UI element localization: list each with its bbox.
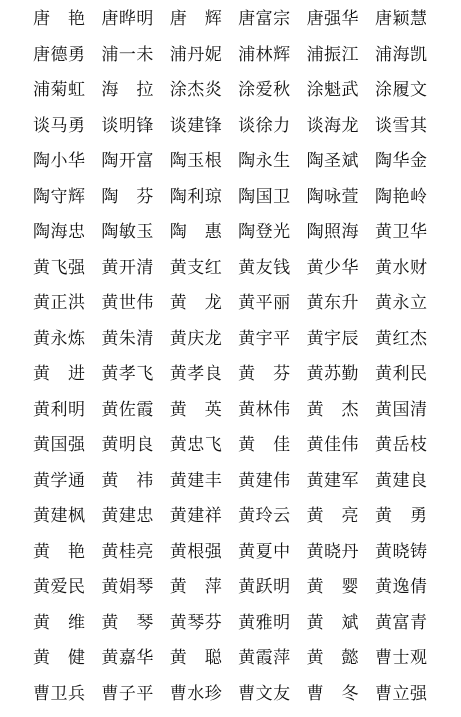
- name-cell: 黄 龙: [169, 293, 223, 313]
- name-cell: 黄 芬: [238, 364, 291, 384]
- name-cell: 黄嘉华: [101, 648, 154, 668]
- name-cell: 陶永生: [238, 151, 291, 171]
- name-cell: 曹 冬: [306, 683, 360, 704]
- name-cell: 黄 英: [169, 399, 223, 420]
- name-cell: 谈明锋: [101, 115, 154, 136]
- name-cell: 曹水珍: [169, 683, 223, 704]
- name-cell: 黄忠飞: [169, 435, 223, 455]
- name-cell: 黄利民: [374, 364, 428, 384]
- name-cell: 浦振江: [306, 44, 360, 65]
- name-cell: 黄娟琴: [101, 577, 154, 597]
- name-cell: 陶 芬: [101, 186, 154, 207]
- name-cell: 黄建军: [306, 470, 360, 491]
- name-cell: 涂魁武: [306, 80, 360, 100]
- name-cell: 黄建祥: [169, 506, 223, 526]
- name-cell: 唐 辉: [169, 9, 223, 29]
- name-cell: 黄 斌: [306, 612, 360, 633]
- name-list-grid: [33, 2, 443, 712]
- name-cell: 黄永立: [374, 293, 428, 313]
- name-cell: 陶圣斌: [306, 151, 360, 171]
- name-cell: 陶登光: [238, 222, 291, 242]
- name-cell: 黄卫华: [374, 222, 428, 242]
- name-cell: 黄逸倩: [374, 577, 428, 597]
- name-cell: 黄水财: [374, 257, 428, 278]
- name-cell: 陶玉根: [169, 151, 223, 171]
- name-cell: 黄 婴: [306, 577, 360, 597]
- name-cell: 黄利明: [33, 399, 86, 420]
- name-cell: 黄世伟: [101, 293, 154, 313]
- name-cell: 黄 佳: [238, 435, 291, 455]
- name-cell: 黄明良: [101, 435, 154, 455]
- name-cell: 黄孝良: [169, 364, 223, 384]
- name-cell: 唐德勇: [33, 44, 86, 65]
- name-cell: 黄富青: [374, 612, 428, 633]
- name-cell: 黄 维: [33, 612, 86, 633]
- name-cell: 谈海龙: [306, 115, 360, 136]
- name-cell: 唐晔明: [101, 9, 154, 29]
- name-cell: 陶守辉: [33, 186, 86, 207]
- name-cell: 唐富宗: [238, 9, 291, 29]
- name-cell: 黄林伟: [238, 399, 291, 420]
- name-cell: 黄朱清: [101, 328, 154, 349]
- name-cell: 黄 亮: [306, 506, 360, 526]
- name-cell: 黄正洪: [33, 293, 86, 313]
- name-cell: 黄开清: [101, 257, 154, 278]
- name-cell: 浦丹妮: [169, 44, 223, 65]
- name-cell: 陶小华: [33, 151, 86, 171]
- name-cell: 涂爱秋: [238, 80, 291, 100]
- name-cell: 黄桂亮: [101, 541, 154, 562]
- name-cell: 黄岳枝: [374, 435, 428, 455]
- name-cell: 浦林辉: [238, 44, 291, 65]
- name-cell: 谈雪其: [374, 115, 428, 136]
- name-cell: 黄永炼: [33, 328, 86, 349]
- name-cell: 黄晓铸: [374, 541, 428, 562]
- name-cell: 黄宇辰: [306, 328, 360, 349]
- name-cell: 唐强华: [306, 9, 360, 29]
- name-cell: 陶国卫: [238, 186, 291, 207]
- name-cell: 黄 勇: [374, 506, 428, 526]
- name-cell: 黄琴芬: [169, 612, 223, 633]
- name-cell: 黄建忠: [101, 506, 154, 526]
- name-cell: 谈建锋: [169, 115, 223, 136]
- name-cell: 黄玲云: [238, 506, 291, 526]
- name-cell: 黄平丽: [238, 293, 291, 313]
- name-cell: 谈马勇: [33, 115, 86, 136]
- name-cell: 海 拉: [101, 80, 154, 100]
- name-cell: 黄 健: [33, 648, 86, 668]
- name-cell: 黄孝飞: [101, 364, 154, 384]
- name-cell: 黄国清: [374, 399, 428, 420]
- name-cell: 黄红杰: [374, 328, 428, 349]
- name-cell: 黄夏中: [238, 541, 291, 562]
- name-cell: 黄 祎: [101, 470, 154, 491]
- name-cell: 陶艳岭: [374, 186, 428, 207]
- name-cell: 陶照海: [306, 222, 360, 242]
- name-cell: 浦海凯: [374, 44, 428, 65]
- name-cell: 涂履文: [374, 80, 428, 100]
- name-cell: 唐 艳: [33, 9, 86, 29]
- name-cell: 陶敏玉: [101, 222, 154, 242]
- name-cell: 浦一未: [101, 44, 154, 65]
- name-cell: 黄国强: [33, 435, 86, 455]
- name-cell: 陶咏萱: [306, 186, 360, 207]
- name-cell: 黄友钱: [238, 257, 291, 278]
- name-cell: 黄 杰: [306, 399, 360, 420]
- name-cell: 黄晓丹: [306, 541, 360, 562]
- name-cell: 黄东升: [306, 293, 360, 313]
- name-cell: 黄建丰: [169, 470, 223, 491]
- name-cell: 涂杰炎: [169, 80, 223, 100]
- name-cell: 陶利琼: [169, 186, 223, 207]
- name-cell: 唐颖慧: [374, 9, 428, 29]
- name-cell: 曹子平: [101, 683, 154, 704]
- name-cell: 黄 懿: [306, 648, 360, 668]
- name-cell: 黄 萍: [169, 577, 223, 597]
- name-cell: 曹立强: [374, 683, 428, 704]
- name-cell: 黄 进: [33, 364, 86, 384]
- name-cell: 黄霞萍: [238, 648, 291, 668]
- name-cell: 黄少华: [306, 257, 360, 278]
- name-cell: 黄建伟: [238, 470, 291, 491]
- name-cell: 黄苏勤: [306, 364, 360, 384]
- name-cell: 黄佐霞: [101, 399, 154, 420]
- name-cell: 曹卫兵: [33, 683, 86, 704]
- name-cell: 黄 艳: [33, 541, 86, 562]
- name-cell: 曹文友: [238, 683, 291, 704]
- name-cell: 陶华金: [374, 151, 428, 171]
- name-cell: 黄跃明: [238, 577, 291, 597]
- name-cell: 黄建枫: [33, 506, 86, 526]
- name-cell: 黄宇平: [238, 328, 291, 349]
- name-cell: 黄根强: [169, 541, 223, 562]
- name-cell: 黄佳伟: [306, 435, 360, 455]
- name-cell: 黄支红: [169, 257, 223, 278]
- name-cell: 曹士观: [374, 648, 428, 668]
- name-cell: 黄庆龙: [169, 328, 223, 349]
- name-cell: 黄爱民: [33, 577, 86, 597]
- name-cell: 黄学通: [33, 470, 86, 491]
- name-cell: 黄飞强: [33, 257, 86, 278]
- name-cell: 浦菊虹: [33, 80, 86, 100]
- name-cell: 黄 琴: [101, 612, 154, 633]
- name-cell: 陶海忠: [33, 222, 86, 242]
- name-cell: 黄建良: [374, 470, 428, 491]
- name-cell: 谈徐力: [238, 115, 291, 136]
- name-cell: 陶开富: [101, 151, 154, 171]
- name-cell: 陶 惠: [169, 222, 223, 242]
- name-cell: 黄 聪: [169, 648, 223, 668]
- name-cell: 黄雅明: [238, 612, 291, 633]
